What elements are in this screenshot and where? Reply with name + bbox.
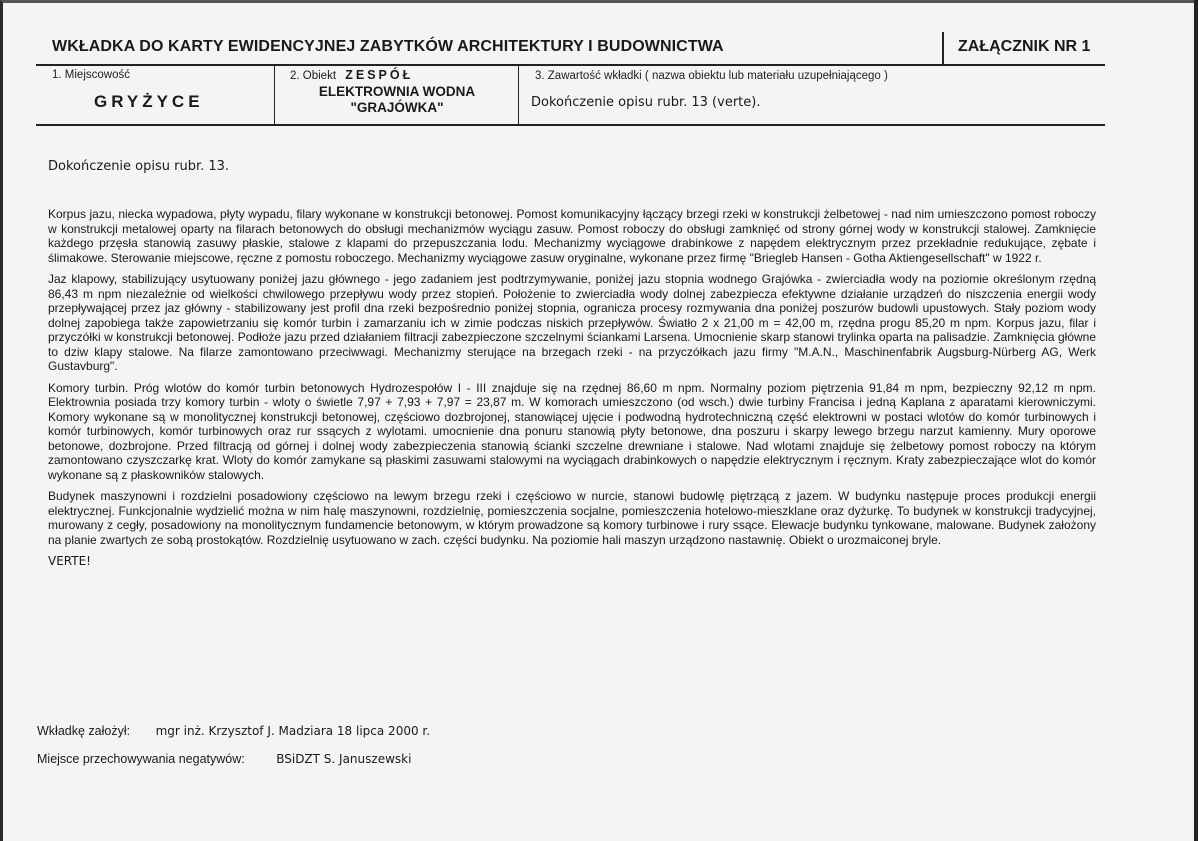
object-header (290, 68, 413, 82)
header-divider (942, 32, 944, 64)
verte-note: VERTE! (48, 554, 91, 568)
form-title: WKŁADKA DO KARTY EWIDENCYJNEJ ZABYTKÓW ARCHITEKTURY I BUDOWNICTWA (52, 38, 724, 55)
locality-label: 1. Miejscowość (52, 69, 130, 81)
locality-value: GRYŻYCE (94, 92, 204, 111)
paragraph: Jaz klapowy, stabilizujący usytuowany poniżej jazu głównego - jego zadaniem jest podtrzymywanie, poniżej jazu stopnia wodnego Grajówka - zwierciadła wody na poziomie określonym rzędną 86,43 m npm niezależnie od wielkości chwilowego przepływu wody przez stopień. Położenie to zwierciadła wody dolnej zabezpiecza efektywne działanie urządzeń do niszczenia energii wody przepływającej przez jaz główny - stabilizowany jest profil dna rzeki bezpośrednio poniżej stopnia, ogranicza procesy rozmywania dna poniżej poszurów budowli upustowych. Stały poziom wody dolnej zapobiega także zapowietrzaniu się komór turbin i zamarzaniu ich w zimie podczas niskich przepływów. Światło 2 x 21,00 m = 42,00 m, rzędna progu 85,20 m npm. Korpus jazu, filar i przyczółki w konstrukcji betonowej. Podłoże jazu przed działaniem filtracji zabezpieczone szczelnymi ściankami Larsena. Umocnienie skarp stanowi trylinka oparta na palisadzie. Zamknięcia główne to dziw klapy stalowe. Na filarze zamontowano przeciwwagi. Mechanizmy sterujące na brzegach rzeki - na przyczółkach jazu firmy "M.A.N., Maschinenfabrik Augsburg-Nürberg AG, Werk Gustavburg". (48, 272, 1096, 373)
object-name-line: "GRAJÓWKA" (350, 100, 444, 115)
object-label: 2. Obiekt (290, 70, 337, 82)
paragraph: Budynek maszynowni i rozdzielni posadowiony częściowo na lewym brzegu rzeki i częściowo w nurcie, stanowi budowlę piętrzącą z jazem. W budynku następuje proces produkcji energii elektrycznej. Funkcjonalnie wydzielić można w nim halę maszynowni, rozdzielnię, pomieszczenia socjalne, pomieszczenia hotelowo-mieszklane oraz dyżurkę. To budynek w konstrukcji tradycyjnej, murowany z cegły, posadowiony na monolitycznym fundamencie betonowym, w którym prowadzone są komory turbinowe i rury ssące. Elewacje budynku tynkowane, malowane. Budynek założony na planie zwartych ze sobą prostokątów. Rozdzielnię usytuowano w zach. części budynku. Na poziomie hali maszyn urządzono nastawnię. Obiekt o urozmaiconej bryle. (48, 489, 1096, 547)
author-label: Wkładkę założył: (37, 724, 131, 738)
intro-line: Dokończenie opisu rubr. 13. (48, 159, 230, 174)
annex-label: ZAŁĄCZNIK NR 1 (958, 38, 1091, 55)
paragraph: Komory turbin. Próg wlotów do komór turbin betonowych Hydrozespołów I - III znajduje się na rzędnej 86,60 m npm. Normalny poziom piętrzenia 91,84 m npm, bezpieczny 92,12 m npm. Elektrownia posiada trzy komory turbin - wloty o świetle 7,97 + 7,93 + 7,97 = 23,87 m. W komorach umieszczono (od wsch.) dwie turbiny Francisa i jedną Kaplana z aparatami kierowniczymi. Komory wykonane są w monolitycznej konstrukcji betonowej, częściowo dozbrojonej, stanowiącej ujęcie i podwodną hydrotechniczną część elektrowni w postaci wlotów do komór turbinowych i komór turbinowych, komór turbinowych oraz rur ssących z wylotami. umocnienie dna ponuru stanowią płyty betonowe, dna poszuru i skarpy lewego brzegu narzut kamienny. Mury oporowe betonowe, dozbrojone. Przed filtracją od górnej i dolnej wody zabezpieczenia stanowią ścianki szczelne drewniane i stalowe. Nad wlotami znajduje się żelbetowy pomost roboczy na którym zamontowano czyszczarkę krat. Wloty do komór zamykane są płaskimi zasuwami stalowymi na wyciągach drabinkowych o napędzie elektrycznym i ręcznym. Kraty zabezpieczające wlot do komór wykonane są z płaskowników stalowych. (48, 380, 1096, 482)
page-edge (1194, 0, 1198, 841)
object-name-line: ELEKTROWNIA WODNA (318, 84, 476, 99)
object-group: ZESPÓŁ (345, 68, 414, 82)
author-value: mgr inż. Krzysztof J. Madziara 18 lipca 2000 r. (155, 724, 431, 738)
author-row (37, 724, 430, 738)
content-value: Dokończenie opisu rubr. 13 (verte). (531, 95, 761, 110)
object-name (280, 84, 514, 116)
table-top-rule (36, 64, 1105, 66)
table-bottom-rule (36, 124, 1105, 126)
table-column-divider (274, 64, 275, 124)
description-body (48, 207, 1096, 576)
storage-label: Miejsce przechowywania negatywów: (37, 752, 245, 766)
storage-value: BSiDZT S. Januszewski (276, 752, 412, 766)
storage-row (37, 752, 411, 766)
content-label: 3. Zawartość wkładki ( nazwa obiektu lub materiału uzupełniającego ) (535, 70, 888, 82)
table-column-divider (518, 64, 519, 124)
paragraph: Korpus jazu, niecka wypadowa, płyty wypadu, filary wykonane w konstrukcji betonowej. Pomost komunikacyjny łączący brzegi rzeki w konstrukcji żelbetowej - nad nim umieszczono pomost roboczy w konstrukcji metalowej oparty na filarach betonowych do obsługi mechanizmów wyciągu zasuw. Pomost roboczy do obsługi zamknięć od strony górnej wody w konstrukcji stalowej. Zamknięcie każdego przęsła stanowią zasuwy płaskie, stalowe z klapami do przepuszczania lodu. Mechanizmy wyciągowe drabinkowe z napędem elektrycznym przez przekładnie redukujące, zębate i ślimakowe. Sterowanie miejscowe, ręczne z pomostu roboczego. Mechanizmy wyciągowe zasuw oryginalne, wykonane przez firmę "Briegleb Hansen - Gotha Aktiengesellschaft" w 1922 r. (48, 207, 1096, 265)
